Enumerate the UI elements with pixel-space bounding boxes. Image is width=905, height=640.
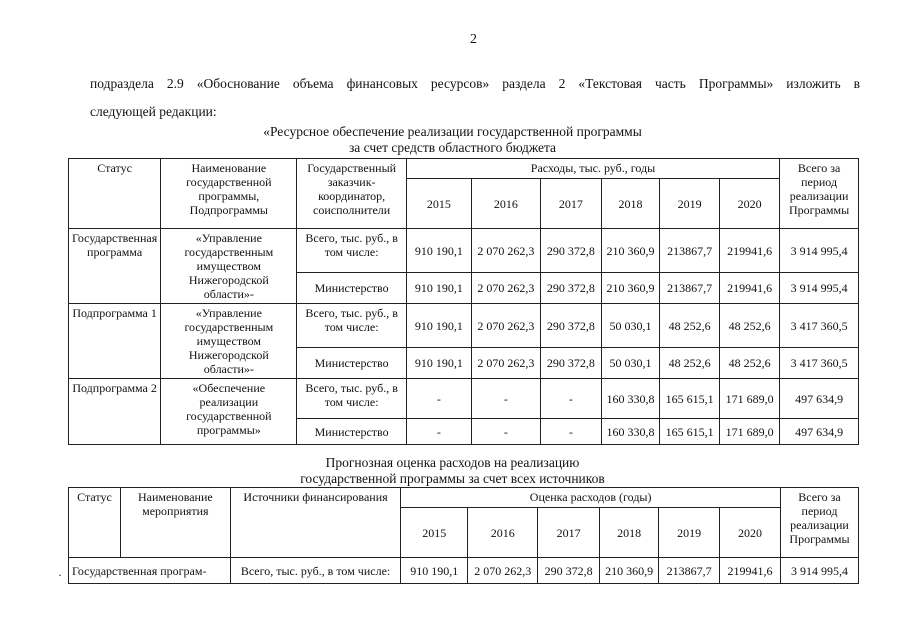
value-cell: 2 070 262,3 — [471, 348, 540, 379]
header-status: Статус — [69, 159, 161, 229]
table2-caption-2: государственной программы за счет всех источников — [300, 471, 605, 486]
total-cell: 3 914 995,4 — [780, 558, 858, 584]
value-cell: - — [471, 379, 540, 419]
value-cell: - — [540, 379, 601, 419]
value-cell: 210 360,9 — [601, 229, 659, 273]
table-row — [69, 379, 859, 419]
header-activity-name: Наименование мероприятия — [120, 488, 230, 558]
status-cell: Подпрограмма 1 — [69, 304, 161, 379]
value-cell: 210 360,9 — [601, 273, 659, 304]
value-cell: 910 190,1 — [401, 558, 468, 584]
program-name-cell: «Обеспечение реализации государственной программы» — [161, 379, 297, 445]
total-cell: 3 417 360,5 — [780, 304, 859, 348]
value-cell: 2 070 262,3 — [471, 273, 540, 304]
value-cell: 219941,6 — [720, 229, 780, 273]
header-customer: Государственный заказчик-координатор, соисполнители — [297, 159, 406, 229]
value-cell: 171 689,0 — [720, 419, 780, 445]
value-cell: 165 615,1 — [660, 379, 720, 419]
page-number: 2 — [470, 32, 477, 47]
value-cell: 50 030,1 — [601, 348, 659, 379]
header-year: 2018 — [601, 179, 659, 229]
status-cell: Государственная програм- — [69, 558, 231, 584]
row-label: Министерство — [297, 348, 406, 379]
header-year: 2015 — [406, 179, 471, 229]
status-cell: Государственная программа — [69, 229, 161, 304]
table-row — [69, 304, 859, 348]
forecast-table — [68, 487, 859, 584]
total-cell: 497 634,9 — [780, 419, 859, 445]
value-cell: 290 372,8 — [540, 229, 601, 273]
value-cell: 290 372,8 — [540, 273, 601, 304]
header-year: 2018 — [600, 508, 659, 558]
value-cell: - — [406, 419, 471, 445]
table-row — [69, 229, 859, 273]
table2-caption-1: Прогнозная оценка расходов на реализацию — [325, 455, 580, 470]
value-cell: 910 190,1 — [406, 304, 471, 348]
value-cell: 50 030,1 — [601, 304, 659, 348]
table1-caption-1: «Ресурсное обеспечение реализации государственной программы — [263, 124, 642, 139]
row-label: Министерство — [297, 419, 406, 445]
value-cell: 160 330,8 — [601, 419, 659, 445]
value-cell: 219941,6 — [720, 273, 780, 304]
intro-paragraph — [90, 70, 860, 126]
header-total: Всего за период реализации Программы — [780, 159, 859, 229]
total-cell: 3 914 995,4 — [780, 273, 859, 304]
header-year: 2015 — [401, 508, 468, 558]
value-cell: 48 252,6 — [720, 348, 780, 379]
header-year: 2017 — [538, 508, 600, 558]
value-cell: 910 190,1 — [406, 348, 471, 379]
value-cell: 160 330,8 — [601, 379, 659, 419]
value-cell: 910 190,1 — [406, 229, 471, 273]
value-cell: 48 252,6 — [660, 304, 720, 348]
value-cell: 2 070 262,3 — [468, 558, 538, 584]
value-cell: 48 252,6 — [720, 304, 780, 348]
total-cell: 3 914 995,4 — [780, 229, 859, 273]
intro-line-2: следующей редакции: — [90, 104, 217, 119]
header-year: 2019 — [660, 179, 720, 229]
value-cell: 290 372,8 — [540, 304, 601, 348]
header-year: 2016 — [471, 179, 540, 229]
value-cell: 165 615,1 — [660, 419, 720, 445]
value-cell: - — [406, 379, 471, 419]
value-cell: 2 070 262,3 — [471, 304, 540, 348]
value-cell: 213867,7 — [659, 558, 720, 584]
value-cell: 213867,7 — [660, 273, 720, 304]
value-cell: 290 372,8 — [540, 348, 601, 379]
value-cell: - — [471, 419, 540, 445]
value-cell: 171 689,0 — [720, 379, 780, 419]
row-label: Всего, тыс. руб., в том числе: — [297, 229, 406, 273]
table1-caption-2: за счет средств областного бюджета — [348, 140, 557, 155]
header-year: 2019 — [659, 508, 720, 558]
row-label: Министерство — [297, 273, 406, 304]
value-cell: 210 360,9 — [600, 558, 659, 584]
value-cell: 290 372,8 — [538, 558, 600, 584]
header-sources: Источники финансирования — [230, 488, 401, 558]
program-name-cell: «Управление государственным имуществом Нижегородской области»- — [161, 304, 297, 379]
value-cell: - — [540, 419, 601, 445]
value-cell: 2 070 262,3 — [471, 229, 540, 273]
header-year: 2020 — [720, 508, 781, 558]
resource-table — [68, 158, 859, 445]
row-label: Всего, тыс. руб., в том числе: — [230, 558, 401, 584]
header-program-name: Наименование государственной программы, Подпрограммы — [161, 159, 297, 229]
row-label: Всего, тыс. руб., в том числе: — [297, 304, 406, 348]
header-expenses: Расходы, тыс. руб., годы — [406, 159, 779, 179]
intro-line-1: подраздела 2.9 «Обоснование объема финансовых ресурсов» раздела 2 «Текстовая часть Программы» изложить в — [90, 76, 860, 91]
header-status: Статус — [69, 488, 121, 558]
header-estimate: Оценка расходов (годы) — [401, 488, 781, 508]
total-cell: 497 634,9 — [780, 379, 859, 419]
header-year: 2016 — [468, 508, 538, 558]
total-cell: 3 417 360,5 — [780, 348, 859, 379]
table-row — [69, 558, 859, 584]
header-year: 2017 — [540, 179, 601, 229]
value-cell: 48 252,6 — [660, 348, 720, 379]
value-cell: 910 190,1 — [406, 273, 471, 304]
header-year: 2020 — [720, 179, 780, 229]
program-name-cell: «Управление государственным имуществом Нижегородской области»- — [161, 229, 297, 304]
value-cell: 213867,7 — [660, 229, 720, 273]
header-total: Всего за период реализации Программы — [780, 488, 858, 558]
margin-mark: · — [58, 568, 62, 582]
value-cell: 219941,6 — [720, 558, 781, 584]
row-label: Всего, тыс. руб., в том числе: — [297, 379, 406, 419]
status-cell: Подпрограмма 2 — [69, 379, 161, 445]
